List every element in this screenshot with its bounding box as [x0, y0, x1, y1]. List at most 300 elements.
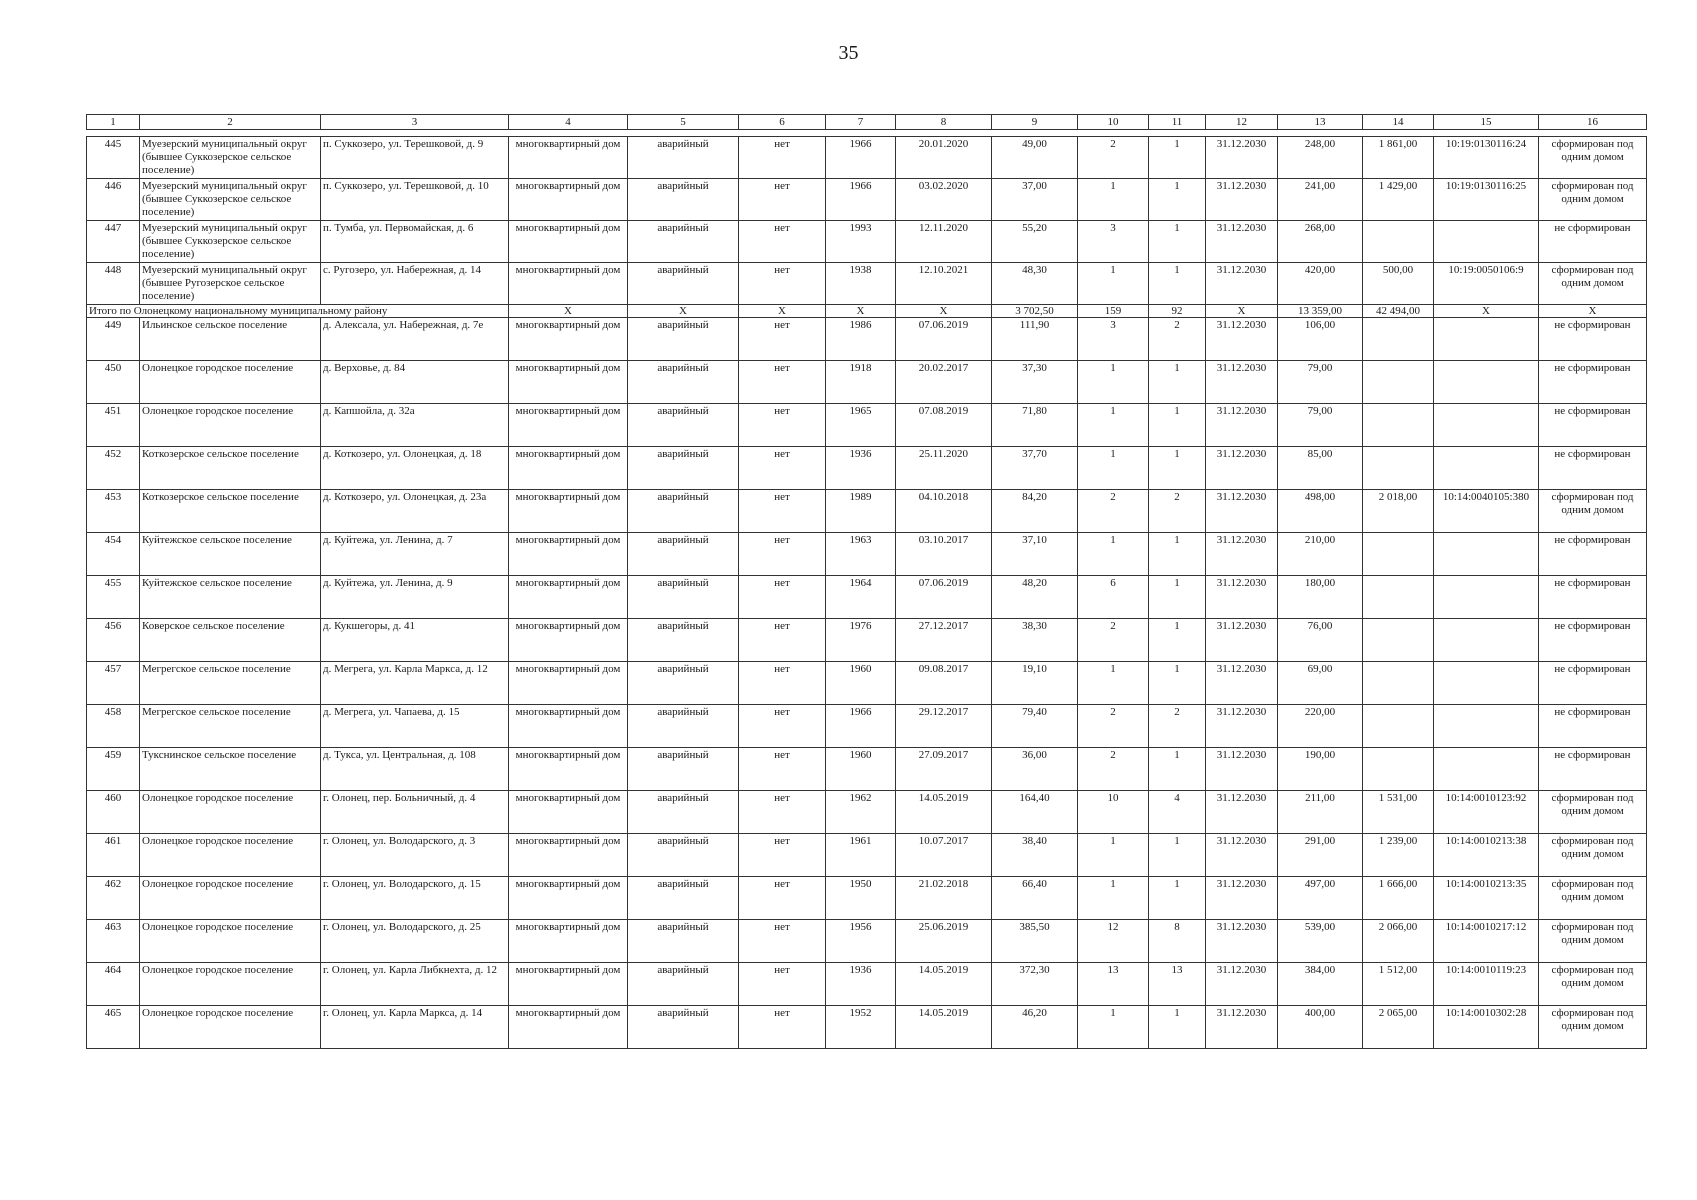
table-cell: 497,00 — [1278, 877, 1363, 920]
spacer-cell — [1363, 130, 1434, 137]
table-cell: 37,30 — [992, 361, 1078, 404]
table-cell: сформирован под одним домом — [1539, 791, 1647, 834]
table-row — [87, 576, 1647, 619]
table-cell: 1962 — [826, 791, 896, 834]
table-row — [87, 748, 1647, 791]
table-cell: X — [896, 305, 992, 318]
table-cell: 04.10.2018 — [896, 490, 992, 533]
table-cell: 1 — [1078, 361, 1149, 404]
table-cell: 31.12.2030 — [1206, 920, 1278, 963]
table-cell: аварийный — [628, 263, 739, 305]
table-cell: 1 — [1149, 533, 1206, 576]
table-cell: 19,10 — [992, 662, 1078, 705]
table-cell: 31.12.2030 — [1206, 137, 1278, 179]
table-cell: 451 — [87, 404, 140, 447]
housing-registry-table — [86, 114, 1647, 1049]
table-cell: 1 — [1078, 179, 1149, 221]
table-cell: 10:14:0010213:35 — [1434, 877, 1539, 920]
table-cell: X — [509, 305, 628, 318]
table-cell: 31.12.2030 — [1206, 662, 1278, 705]
table-cell: 10:14:0010119:23 — [1434, 963, 1539, 1006]
table-cell — [1434, 576, 1539, 619]
table-cell — [1363, 533, 1434, 576]
table-cell: 8 — [1149, 920, 1206, 963]
table-cell: 10:19:0050106:9 — [1434, 263, 1539, 305]
table-cell: 1965 — [826, 404, 896, 447]
table-cell: 3 — [1078, 221, 1149, 263]
table-cell: 1 — [1149, 263, 1206, 305]
table-cell: 55,20 — [992, 221, 1078, 263]
table-cell: 463 — [87, 920, 140, 963]
table-cell: 1950 — [826, 877, 896, 920]
spacer-row — [87, 130, 1647, 137]
column-number-header: 16 — [1539, 115, 1647, 130]
table-cell: 268,00 — [1278, 221, 1363, 263]
table-cell: 1956 — [826, 920, 896, 963]
table-row — [87, 221, 1647, 263]
table-cell: 03.02.2020 — [896, 179, 992, 221]
table-cell: 2 065,00 — [1363, 1006, 1434, 1049]
table-cell: нет — [739, 179, 826, 221]
table-cell: п. Тумба, ул. Первомайская, д. 6 — [321, 221, 509, 263]
table-cell: 2 018,00 — [1363, 490, 1434, 533]
table-cell: д. Тукса, ул. Центральная, д. 108 — [321, 748, 509, 791]
spacer-cell — [1434, 130, 1539, 137]
table-cell: 46,20 — [992, 1006, 1078, 1049]
table-cell: г. Олонец, пер. Больничный, д. 4 — [321, 791, 509, 834]
table-cell: д. Верховье, д. 84 — [321, 361, 509, 404]
table-cell: сформирован под одним домом — [1539, 179, 1647, 221]
table-row — [87, 447, 1647, 490]
table-cell: 1952 — [826, 1006, 896, 1049]
table-cell: 36,00 — [992, 748, 1078, 791]
table-cell: 31.12.2030 — [1206, 533, 1278, 576]
table-cell: многоквартирный дом — [509, 920, 628, 963]
table-cell: Олонецкое городское поселение — [140, 404, 321, 447]
table-cell: 10.07.2017 — [896, 834, 992, 877]
table-cell: 31.12.2030 — [1206, 748, 1278, 791]
table-cell: нет — [739, 221, 826, 263]
page-number: 35 — [838, 42, 859, 64]
table-cell: 1 — [1149, 748, 1206, 791]
table-cell: 14.05.2019 — [896, 791, 992, 834]
table-cell: Олонецкое городское поселение — [140, 920, 321, 963]
table-cell: многоквартирный дом — [509, 221, 628, 263]
table-cell: 498,00 — [1278, 490, 1363, 533]
table-cell: 69,00 — [1278, 662, 1363, 705]
table-cell: Олонецкое городское поселение — [140, 963, 321, 1006]
table-cell: не сформирован — [1539, 619, 1647, 662]
table-cell: 1 — [1078, 263, 1149, 305]
table-cell: 25.11.2020 — [896, 447, 992, 490]
table-cell: 31.12.2030 — [1206, 179, 1278, 221]
table-cell: г. Олонец, ул. Карла Либкнехта, д. 12 — [321, 963, 509, 1006]
table-cell: 31.12.2030 — [1206, 404, 1278, 447]
table-cell: многоквартирный дом — [509, 791, 628, 834]
table-cell: многоквартирный дом — [509, 705, 628, 748]
spacer-cell — [826, 130, 896, 137]
table-cell: д. Капшойла, д. 32а — [321, 404, 509, 447]
table-cell: д. Коткозеро, ул. Олонецкая, д. 18 — [321, 447, 509, 490]
table-cell: X — [1539, 305, 1647, 318]
spacer-cell — [509, 130, 628, 137]
table-cell: 2 — [1149, 318, 1206, 361]
table-cell: 1 666,00 — [1363, 877, 1434, 920]
table-cell: 21.02.2018 — [896, 877, 992, 920]
table-cell: Муезерский муниципальный округ (бывшее Суккозерское сельское поселение) — [140, 221, 321, 263]
table-cell: нет — [739, 576, 826, 619]
table-cell: 1 239,00 — [1363, 834, 1434, 877]
table-cell: 400,00 — [1278, 1006, 1363, 1049]
table-cell: 31.12.2030 — [1206, 221, 1278, 263]
table-cell: аварийный — [628, 576, 739, 619]
spacer-cell — [1149, 130, 1206, 137]
table-cell: д. Кукшегоры, д. 41 — [321, 619, 509, 662]
table-cell: 1 512,00 — [1363, 963, 1434, 1006]
table-row — [87, 533, 1647, 576]
spacer-cell — [1078, 130, 1149, 137]
table-cell: 1 — [1149, 404, 1206, 447]
table-cell: 210,00 — [1278, 533, 1363, 576]
table-cell: с. Ругозеро, ул. Набережная, д. 14 — [321, 263, 509, 305]
table-cell: 31.12.2030 — [1206, 263, 1278, 305]
column-number-header: 4 — [509, 115, 628, 130]
column-number-header: 8 — [896, 115, 992, 130]
table-cell: многоквартирный дом — [509, 137, 628, 179]
table-cell: X — [826, 305, 896, 318]
table-cell: 3 — [1078, 318, 1149, 361]
table-cell: 1976 — [826, 619, 896, 662]
table-cell — [1434, 619, 1539, 662]
table-cell: 452 — [87, 447, 140, 490]
table-cell: многоквартирный дом — [509, 490, 628, 533]
table-cell: 12.10.2021 — [896, 263, 992, 305]
column-number-header: 3 — [321, 115, 509, 130]
table-cell: 1 — [1078, 1006, 1149, 1049]
table-cell — [1434, 447, 1539, 490]
table-row — [87, 490, 1647, 533]
table-cell: аварийный — [628, 137, 739, 179]
table-cell — [1363, 361, 1434, 404]
table-cell: 248,00 — [1278, 137, 1363, 179]
table-cell: многоквартирный дом — [509, 1006, 628, 1049]
table-cell — [1363, 576, 1434, 619]
table-cell: д. Куйтежа, ул. Ленина, д. 9 — [321, 576, 509, 619]
table-cell — [1434, 404, 1539, 447]
table-cell: 37,70 — [992, 447, 1078, 490]
table-cell: многоквартирный дом — [509, 533, 628, 576]
table-cell: 464 — [87, 963, 140, 1006]
table-cell: 445 — [87, 137, 140, 179]
table-cell: 211,00 — [1278, 791, 1363, 834]
table-cell: г. Олонец, ул. Карла Маркса, д. 14 — [321, 1006, 509, 1049]
table-cell — [1363, 619, 1434, 662]
table-row — [87, 619, 1647, 662]
table-cell: 459 — [87, 748, 140, 791]
table-cell: не сформирован — [1539, 533, 1647, 576]
table-cell: многоквартирный дом — [509, 361, 628, 404]
table-cell: нет — [739, 361, 826, 404]
spacer-cell — [896, 130, 992, 137]
table-cell: 38,40 — [992, 834, 1078, 877]
table-cell: нет — [739, 748, 826, 791]
table-cell: аварийный — [628, 221, 739, 263]
table-cell: 31.12.2030 — [1206, 576, 1278, 619]
table-cell: аварийный — [628, 533, 739, 576]
table-cell: 07.06.2019 — [896, 576, 992, 619]
table-cell: 31.12.2030 — [1206, 791, 1278, 834]
table-cell: г. Олонец, ул. Володарского, д. 15 — [321, 877, 509, 920]
table-cell: аварийный — [628, 920, 739, 963]
table-cell: аварийный — [628, 404, 739, 447]
table-cell: 1 861,00 — [1363, 137, 1434, 179]
table-cell: 446 — [87, 179, 140, 221]
spacer-cell — [1206, 130, 1278, 137]
table-cell: Ильинское сельское поселение — [140, 318, 321, 361]
table-cell: 1964 — [826, 576, 896, 619]
table-cell: 12.11.2020 — [896, 221, 992, 263]
table-cell — [1363, 447, 1434, 490]
table-cell: 6 — [1078, 576, 1149, 619]
table-cell: аварийный — [628, 361, 739, 404]
table-cell: не сформирован — [1539, 748, 1647, 791]
table-cell: 48,20 — [992, 576, 1078, 619]
table-cell: аварийный — [628, 791, 739, 834]
table-cell: 180,00 — [1278, 576, 1363, 619]
table-cell: X — [628, 305, 739, 318]
table-cell: 1936 — [826, 963, 896, 1006]
table-cell: 1 — [1149, 137, 1206, 179]
table-cell: 10:14:0010217:12 — [1434, 920, 1539, 963]
table-cell: Муезерский муниципальный округ (бывшее Суккозерское сельское поселение) — [140, 137, 321, 179]
table-cell: нет — [739, 791, 826, 834]
table-cell: нет — [739, 920, 826, 963]
table-cell: нет — [739, 1006, 826, 1049]
table-cell: X — [1434, 305, 1539, 318]
table-cell: 455 — [87, 576, 140, 619]
table-cell: 450 — [87, 361, 140, 404]
table-cell: 456 — [87, 619, 140, 662]
table-cell: 10:14:0010123:92 — [1434, 791, 1539, 834]
table-cell: сформирован под одним домом — [1539, 920, 1647, 963]
table-cell: многоквартирный дом — [509, 576, 628, 619]
table-cell: Олонецкое городское поселение — [140, 877, 321, 920]
table-cell: 1960 — [826, 748, 896, 791]
table-cell: Олонецкое городское поселение — [140, 834, 321, 877]
table-cell: 1 — [1078, 662, 1149, 705]
table-cell: 31.12.2030 — [1206, 963, 1278, 1006]
table-cell: 2 — [1078, 137, 1149, 179]
table-row — [87, 791, 1647, 834]
table-cell: сформирован под одним домом — [1539, 137, 1647, 179]
table-cell: сформирован под одним домом — [1539, 490, 1647, 533]
column-number-header: 7 — [826, 115, 896, 130]
table-cell: Коверское сельское поселение — [140, 619, 321, 662]
table-cell: п. Суккозеро, ул. Терешковой, д. 10 — [321, 179, 509, 221]
table-row — [87, 1006, 1647, 1049]
table-cell: 42 494,00 — [1363, 305, 1434, 318]
table-cell: X — [1206, 305, 1278, 318]
table-cell: 1 — [1149, 1006, 1206, 1049]
table-cell: нет — [739, 318, 826, 361]
table-cell: 1 531,00 — [1363, 791, 1434, 834]
table-cell — [1434, 705, 1539, 748]
table-cell: 1 — [1149, 221, 1206, 263]
table-cell: многоквартирный дом — [509, 263, 628, 305]
table-cell — [1434, 221, 1539, 263]
table-cell: 25.06.2019 — [896, 920, 992, 963]
table-cell: нет — [739, 834, 826, 877]
table-cell: 31.12.2030 — [1206, 318, 1278, 361]
table-row — [87, 179, 1647, 221]
table-cell: не сформирован — [1539, 447, 1647, 490]
column-number-header: 9 — [992, 115, 1078, 130]
table-cell: аварийный — [628, 748, 739, 791]
table-cell: Мегрегское сельское поселение — [140, 662, 321, 705]
table-cell: 29.12.2017 — [896, 705, 992, 748]
table-cell: Олонецкое городское поселение — [140, 361, 321, 404]
table-cell: 2 — [1078, 490, 1149, 533]
table-cell: 1 — [1078, 404, 1149, 447]
table-cell: сформирован под одним домом — [1539, 963, 1647, 1006]
table-cell: 20.02.2017 — [896, 361, 992, 404]
table-row — [87, 963, 1647, 1006]
table-cell: 1 — [1078, 447, 1149, 490]
table-cell: нет — [739, 137, 826, 179]
table-cell: д. Алексала, ул. Набережная, д. 7е — [321, 318, 509, 361]
table-cell: 1966 — [826, 179, 896, 221]
table-cell: 10:14:0040105:380 — [1434, 490, 1539, 533]
table-cell: многоквартирный дом — [509, 404, 628, 447]
table-row — [87, 877, 1647, 920]
table-cell: 447 — [87, 221, 140, 263]
table-row — [87, 834, 1647, 877]
table-cell: 31.12.2030 — [1206, 877, 1278, 920]
table-cell: 2 — [1078, 748, 1149, 791]
table-cell: 20.01.2020 — [896, 137, 992, 179]
total-row — [87, 305, 1647, 318]
column-number-header: 2 — [140, 115, 321, 130]
table-cell: 453 — [87, 490, 140, 533]
table-cell — [1363, 748, 1434, 791]
table-cell: 2 066,00 — [1363, 920, 1434, 963]
table-cell: аварийный — [628, 834, 739, 877]
table-cell: 37,00 — [992, 179, 1078, 221]
table-cell — [1434, 533, 1539, 576]
column-number-header: 5 — [628, 115, 739, 130]
table-cell: 1 — [1149, 447, 1206, 490]
table-cell: не сформирован — [1539, 404, 1647, 447]
table-cell: 85,00 — [1278, 447, 1363, 490]
table-cell: 14.05.2019 — [896, 963, 992, 1006]
table-cell: 1938 — [826, 263, 896, 305]
table-cell: не сформирован — [1539, 221, 1647, 263]
table-row — [87, 318, 1647, 361]
table-cell: 2 — [1149, 705, 1206, 748]
spacer-cell — [140, 130, 321, 137]
table-row — [87, 920, 1647, 963]
table-cell: 1961 — [826, 834, 896, 877]
table-cell: нет — [739, 877, 826, 920]
table-cell: не сформирован — [1539, 705, 1647, 748]
table-cell: г. Олонец, ул. Володарского, д. 25 — [321, 920, 509, 963]
table-cell: д. Мегрега, ул. Чапаева, д. 15 — [321, 705, 509, 748]
table-cell: 448 — [87, 263, 140, 305]
table-cell: 1 — [1078, 533, 1149, 576]
table-cell — [1434, 361, 1539, 404]
spacer-cell — [628, 130, 739, 137]
table-cell: аварийный — [628, 963, 739, 1006]
table-cell: многоквартирный дом — [509, 447, 628, 490]
table-cell: многоквартирный дом — [509, 748, 628, 791]
column-number-header: 11 — [1149, 115, 1206, 130]
table-cell — [1434, 748, 1539, 791]
table-cell: аварийный — [628, 447, 739, 490]
table-cell: нет — [739, 533, 826, 576]
table-cell: 14.05.2019 — [896, 1006, 992, 1049]
table-cell: нет — [739, 619, 826, 662]
table-cell: 1960 — [826, 662, 896, 705]
table-cell: 13 — [1078, 963, 1149, 1006]
table-cell: нет — [739, 490, 826, 533]
table-body — [87, 115, 1647, 1049]
table-row — [87, 361, 1647, 404]
table-cell — [1363, 404, 1434, 447]
table-cell: 12 — [1078, 920, 1149, 963]
table-cell: нет — [739, 963, 826, 1006]
table-cell: 2 — [1078, 619, 1149, 662]
table-cell: д. Коткозеро, ул. Олонецкая, д. 23а — [321, 490, 509, 533]
table-cell: п. Суккозеро, ул. Терешковой, д. 9 — [321, 137, 509, 179]
table-row — [87, 404, 1647, 447]
table-cell: 79,00 — [1278, 361, 1363, 404]
table-cell: 164,40 — [992, 791, 1078, 834]
table-cell: д. Куйтежа, ул. Ленина, д. 7 — [321, 533, 509, 576]
table-cell: 38,30 — [992, 619, 1078, 662]
table-cell: 66,40 — [992, 877, 1078, 920]
table-cell: 3 702,50 — [992, 305, 1078, 318]
table-cell: 458 — [87, 705, 140, 748]
table-cell: Мегрегское сельское поселение — [140, 705, 321, 748]
table-cell: Муезерский муниципальный округ (бывшее Ругозерское сельское поселение) — [140, 263, 321, 305]
table-cell: 07.08.2019 — [896, 404, 992, 447]
table-cell: 13 — [1149, 963, 1206, 1006]
table-cell: нет — [739, 447, 826, 490]
column-number-header: 1 — [87, 115, 140, 130]
table-cell: Олонецкое городское поселение — [140, 791, 321, 834]
table-cell: 159 — [1078, 305, 1149, 318]
table-cell: 1 — [1078, 877, 1149, 920]
table-cell: 1 — [1149, 619, 1206, 662]
table-cell: 106,00 — [1278, 318, 1363, 361]
table-cell: 420,00 — [1278, 263, 1363, 305]
table-cell: не сформирован — [1539, 576, 1647, 619]
table-cell: Куйтежское сельское поселение — [140, 576, 321, 619]
column-number-header: 15 — [1434, 115, 1539, 130]
table-cell: 13 359,00 — [1278, 305, 1363, 318]
table-cell: 92 — [1149, 305, 1206, 318]
table-cell: 31.12.2030 — [1206, 834, 1278, 877]
table-cell: нет — [739, 404, 826, 447]
table-cell — [1363, 221, 1434, 263]
table-cell: X — [739, 305, 826, 318]
table-cell: 454 — [87, 533, 140, 576]
spacer-cell — [992, 130, 1078, 137]
table-cell: не сформирован — [1539, 318, 1647, 361]
table-cell: 241,00 — [1278, 179, 1363, 221]
table-cell: 10:19:0130116:25 — [1434, 179, 1539, 221]
column-number-header: 12 — [1206, 115, 1278, 130]
